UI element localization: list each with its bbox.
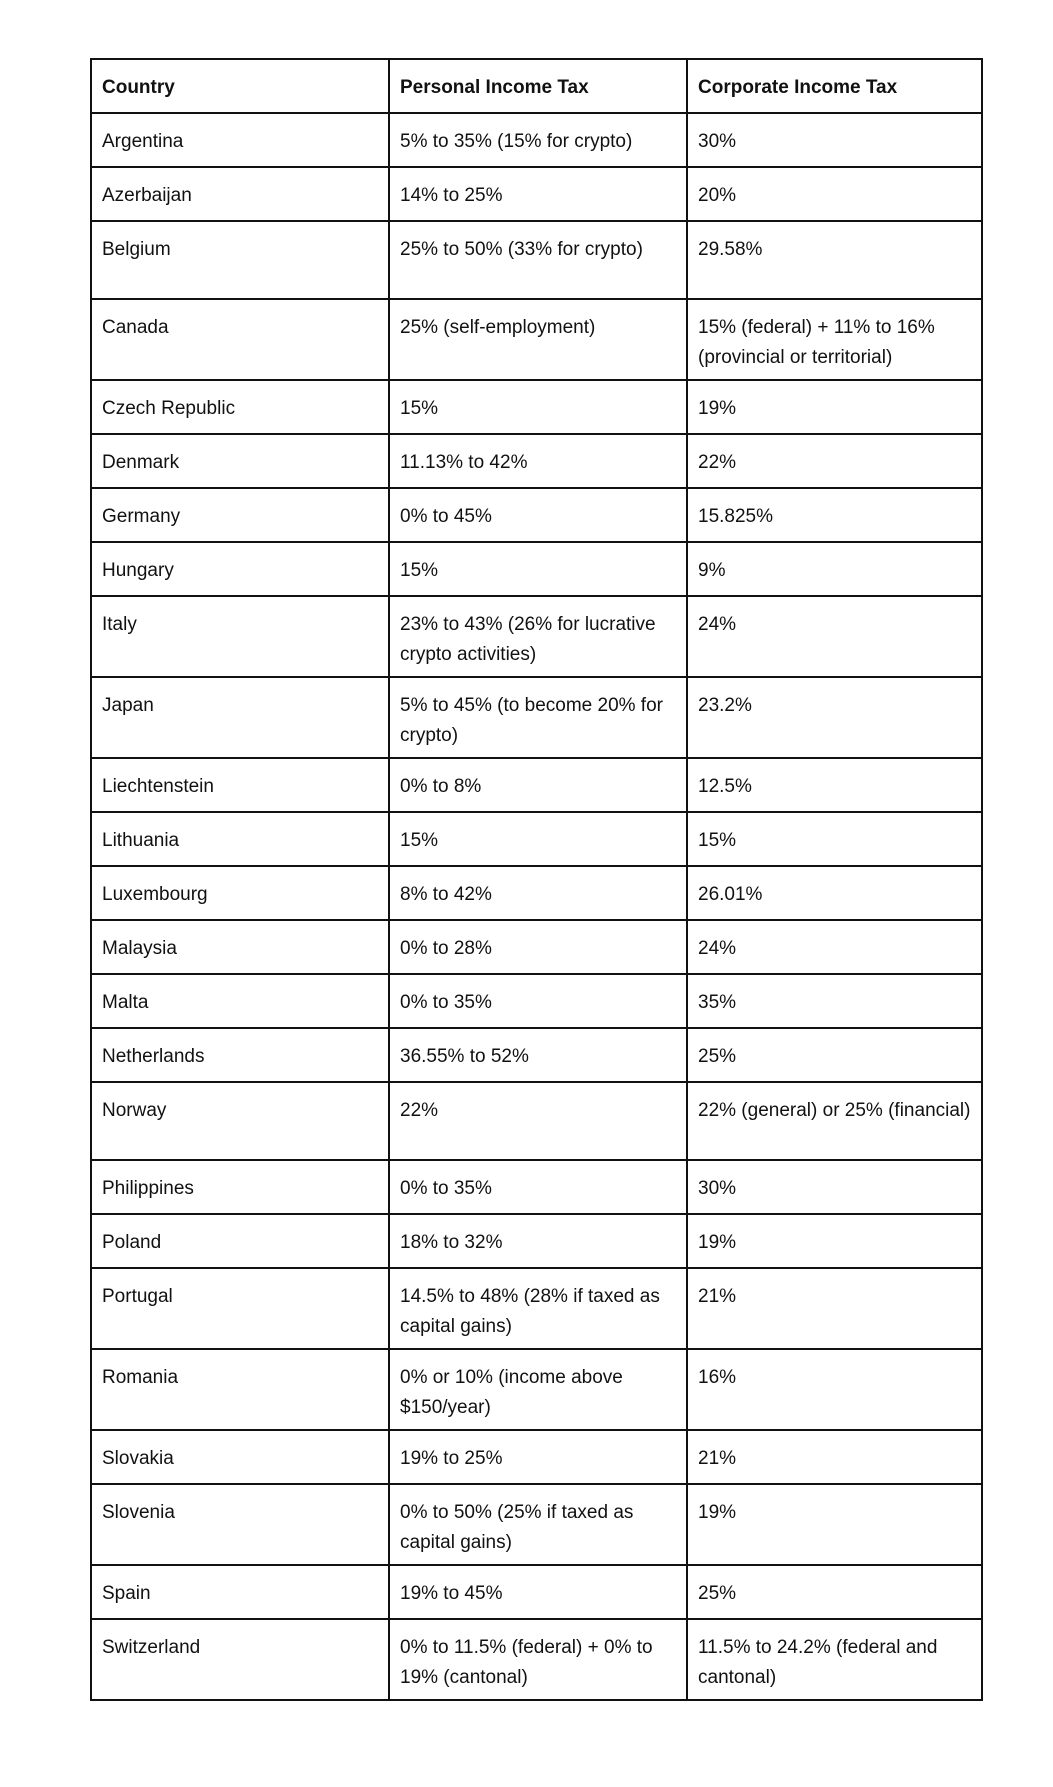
table-row (91, 1028, 982, 1082)
cell-country: Philippines (91, 1160, 389, 1214)
table-row (91, 542, 982, 596)
table-row (91, 596, 982, 677)
cell-country: Romania (91, 1349, 389, 1430)
cell-personal-income-tax: 0% to 35% (389, 974, 687, 1028)
cell-personal-income-tax: 36.55% to 52% (389, 1028, 687, 1082)
table-row (91, 1430, 982, 1484)
cell-country: Canada (91, 299, 389, 380)
cell-country: Netherlands (91, 1028, 389, 1082)
table-row (91, 1619, 982, 1700)
table-row (91, 380, 982, 434)
cell-corporate-income-tax: 9% (687, 542, 982, 596)
header-corporate-income-tax: Corporate Income Tax (687, 59, 982, 113)
cell-country: Portugal (91, 1268, 389, 1349)
cell-personal-income-tax: 25% to 50% (33% for crypto) (389, 221, 687, 299)
cell-personal-income-tax: 8% to 42% (389, 866, 687, 920)
cell-personal-income-tax: 0% or 10% (income above $150/year) (389, 1349, 687, 1430)
table-row (91, 866, 982, 920)
cell-country: Liechtenstein (91, 758, 389, 812)
cell-personal-income-tax: 14.5% to 48% (28% if taxed as capital gains) (389, 1268, 687, 1349)
cell-personal-income-tax: 5% to 35% (15% for crypto) (389, 113, 687, 167)
tax-rates-table (90, 58, 983, 1701)
cell-corporate-income-tax: 15% (federal) + 11% to 16% (provincial or territorial) (687, 299, 982, 380)
table-row (91, 1268, 982, 1349)
table-row (91, 758, 982, 812)
cell-personal-income-tax: 5% to 45% (to become 20% for crypto) (389, 677, 687, 758)
table-row (91, 488, 982, 542)
cell-country: Denmark (91, 434, 389, 488)
cell-corporate-income-tax: 22% (687, 434, 982, 488)
cell-corporate-income-tax: 19% (687, 380, 982, 434)
header-country: Country (91, 59, 389, 113)
cell-corporate-income-tax: 29.58% (687, 221, 982, 299)
cell-country: Azerbaijan (91, 167, 389, 221)
cell-country: Germany (91, 488, 389, 542)
cell-personal-income-tax: 15% (389, 812, 687, 866)
cell-corporate-income-tax: 30% (687, 1160, 982, 1214)
cell-personal-income-tax: 25% (self-employment) (389, 299, 687, 380)
cell-personal-income-tax: 14% to 25% (389, 167, 687, 221)
cell-corporate-income-tax: 30% (687, 113, 982, 167)
cell-country: Switzerland (91, 1619, 389, 1700)
header-personal-income-tax: Personal Income Tax (389, 59, 687, 113)
table-row (91, 113, 982, 167)
cell-personal-income-tax: 19% to 45% (389, 1565, 687, 1619)
cell-country: Japan (91, 677, 389, 758)
cell-personal-income-tax: 0% to 35% (389, 1160, 687, 1214)
cell-corporate-income-tax: 20% (687, 167, 982, 221)
cell-personal-income-tax: 15% (389, 380, 687, 434)
table-row (91, 920, 982, 974)
cell-corporate-income-tax: 21% (687, 1430, 982, 1484)
table-row (91, 677, 982, 758)
cell-corporate-income-tax: 21% (687, 1268, 982, 1349)
cell-country: Norway (91, 1082, 389, 1160)
cell-country: Italy (91, 596, 389, 677)
cell-personal-income-tax: 18% to 32% (389, 1214, 687, 1268)
cell-corporate-income-tax: 23.2% (687, 677, 982, 758)
cell-corporate-income-tax: 19% (687, 1214, 982, 1268)
cell-corporate-income-tax: 25% (687, 1565, 982, 1619)
table-row (91, 299, 982, 380)
cell-country: Hungary (91, 542, 389, 596)
cell-personal-income-tax: 15% (389, 542, 687, 596)
cell-personal-income-tax: 0% to 50% (25% if taxed as capital gains) (389, 1484, 687, 1565)
table-row (91, 1484, 982, 1565)
table-body (91, 113, 982, 1700)
cell-personal-income-tax: 0% to 8% (389, 758, 687, 812)
cell-corporate-income-tax: 22% (general) or 25% (financial) (687, 1082, 982, 1160)
cell-country: Czech Republic (91, 380, 389, 434)
table-row (91, 1565, 982, 1619)
cell-corporate-income-tax: 16% (687, 1349, 982, 1430)
cell-corporate-income-tax: 24% (687, 596, 982, 677)
cell-country: Luxembourg (91, 866, 389, 920)
cell-corporate-income-tax: 25% (687, 1028, 982, 1082)
cell-corporate-income-tax: 12.5% (687, 758, 982, 812)
tax-table-container (90, 58, 981, 1701)
cell-personal-income-tax: 0% to 11.5% (federal) + 0% to 19% (cantonal) (389, 1619, 687, 1700)
cell-personal-income-tax: 11.13% to 42% (389, 434, 687, 488)
table-row (91, 221, 982, 299)
cell-corporate-income-tax: 15% (687, 812, 982, 866)
cell-corporate-income-tax: 35% (687, 974, 982, 1028)
table-row (91, 812, 982, 866)
table-header (91, 59, 982, 113)
cell-country: Argentina (91, 113, 389, 167)
cell-corporate-income-tax: 15.825% (687, 488, 982, 542)
cell-personal-income-tax: 0% to 28% (389, 920, 687, 974)
table-row (91, 1082, 982, 1160)
cell-country: Poland (91, 1214, 389, 1268)
cell-country: Slovakia (91, 1430, 389, 1484)
table-row (91, 1160, 982, 1214)
cell-country: Malta (91, 974, 389, 1028)
cell-corporate-income-tax: 26.01% (687, 866, 982, 920)
cell-personal-income-tax: 19% to 25% (389, 1430, 687, 1484)
cell-personal-income-tax: 23% to 43% (26% for lucrative crypto activities) (389, 596, 687, 677)
cell-personal-income-tax: 0% to 45% (389, 488, 687, 542)
cell-country: Slovenia (91, 1484, 389, 1565)
cell-corporate-income-tax: 11.5% to 24.2% (federal and cantonal) (687, 1619, 982, 1700)
cell-corporate-income-tax: 24% (687, 920, 982, 974)
table-row (91, 1349, 982, 1430)
cell-corporate-income-tax: 19% (687, 1484, 982, 1565)
cell-personal-income-tax: 22% (389, 1082, 687, 1160)
table-row (91, 167, 982, 221)
cell-country: Lithuania (91, 812, 389, 866)
header-row (91, 59, 982, 113)
table-row (91, 1214, 982, 1268)
cell-country: Belgium (91, 221, 389, 299)
table-row (91, 974, 982, 1028)
cell-country: Spain (91, 1565, 389, 1619)
cell-country: Malaysia (91, 920, 389, 974)
table-row (91, 434, 982, 488)
